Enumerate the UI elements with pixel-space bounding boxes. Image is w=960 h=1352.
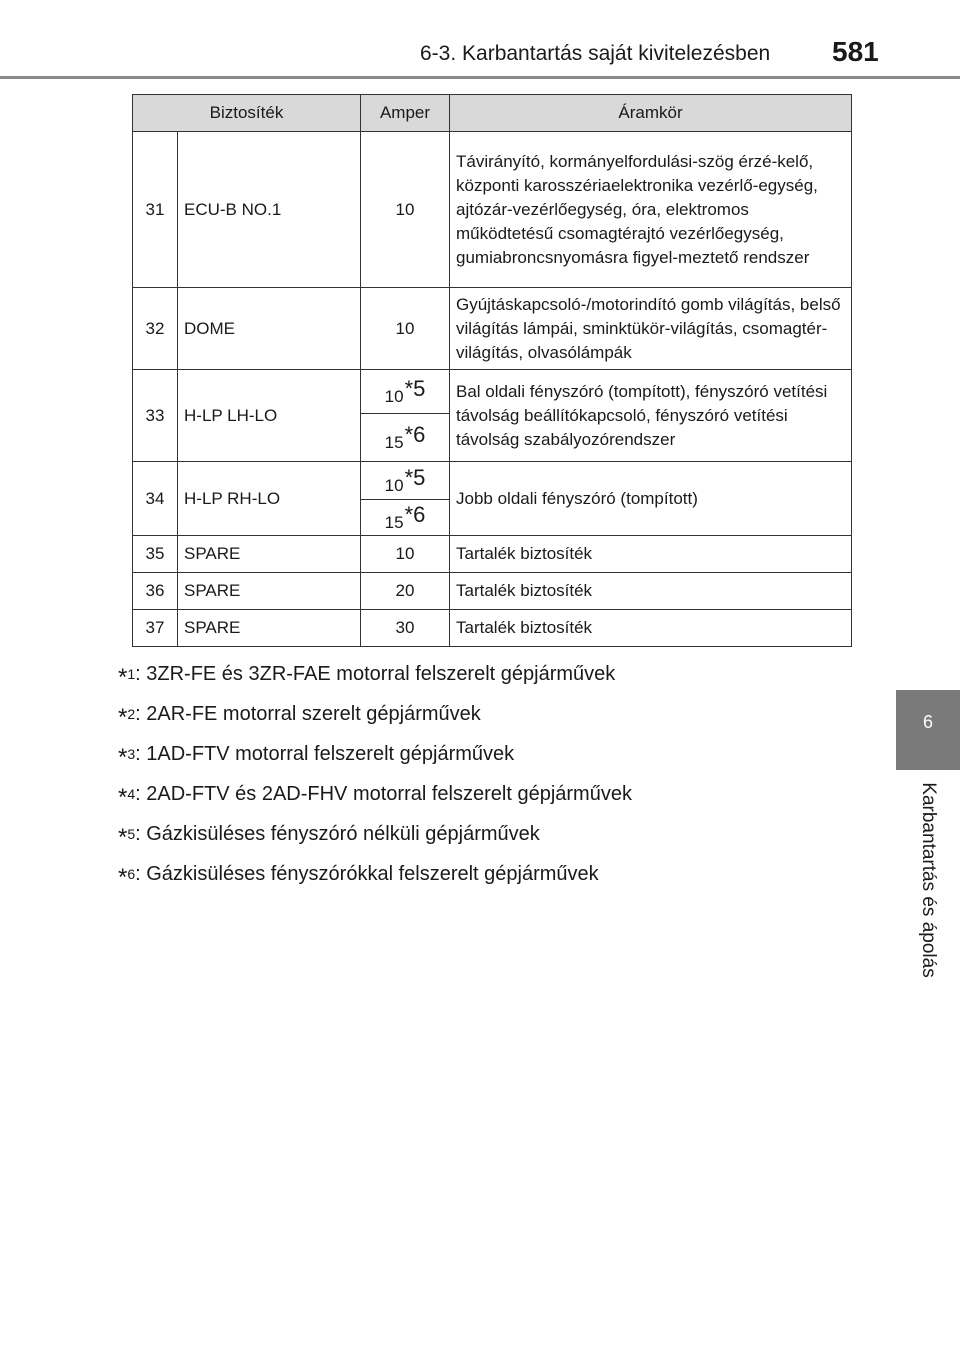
header-circuit: Áramkör [450,95,852,132]
footnote-text: : 3ZR-FE és 3ZR-FAE motorral felszerelt gépjárművek [135,663,616,685]
footnote-text: : 2AR-FE motorral szerelt gépjárművek [135,703,481,725]
fuse-table [132,94,852,647]
footnote [118,656,632,696]
chapter-number: 6 [922,712,933,732]
fuse-name: H-LP RH-LO [178,462,361,536]
footnote [118,776,632,816]
fuse-number: 36 [133,573,178,610]
fuse-amp [361,414,450,462]
amp-value: 15 [384,433,404,452]
fuse-circuit: Gyújtáskapcsoló-/motorindító gomb világítás, belső világítás lámpái, sminktükör-világítás, csomagtér-világítás, olvasólámpák [450,288,852,370]
footnote-text: : Gázkisüléses fényszóró nélküli gépjárművek [135,823,540,845]
fuse-amp [361,370,450,414]
fuse-name: H-LP LH-LO [178,370,361,462]
footnote-text: : Gázkisüléses fényszórókkal felszerelt gépjárművek [135,863,599,885]
fuse-name: SPARE [178,610,361,647]
footnote-marker: *$^4$ [118,784,136,811]
amp-value: 15 [384,513,404,532]
table-row [133,610,852,647]
fuse-circuit: Tartalék biztosíték [450,536,852,573]
amp-value: 10 [384,476,404,495]
footnote-marker: *$^5$ [118,824,136,851]
footnote-marker: *$^2$ [118,704,136,731]
fuse-name: ECU-B NO.1 [178,132,361,288]
footnote-ref: *5 [404,465,426,490]
fuse-number: 33 [133,370,178,462]
fuse-amp: 30 [361,610,450,647]
fuse-number: 37 [133,610,178,647]
fuse-number: 34 [133,462,178,536]
footnote-marker: *$^3$ [118,744,136,771]
table-row [133,462,852,500]
fuse-name: SPARE [178,573,361,610]
section-title: 6-3. Karbantartás saját kivitelezésben [420,42,771,65]
footnote-marker: *$^1$ [118,664,136,691]
table-row [133,132,852,288]
amp-value: 10 [384,387,404,406]
fuse-amp [361,500,450,536]
footnote-text: : 1AD-FTV motorral felszerelt gépjárművek [135,743,515,765]
chapter-title: Karbantartás és ápolás [918,782,939,978]
footnote [118,736,632,776]
chapter-tab [896,690,960,770]
fuse-amp: 10 [361,288,450,370]
footnote [118,696,632,736]
fuse-circuit: Távirányító, kormányelfordulási-szög érzé-kelő, központi karosszériaelektronika vezérlő-egység, ajtózár-vezérlőegység, óra, elektromos működtetésű csomagtérajtó vezérlőegység, gumiabroncsnyomásra figyel-meztető rendszer [450,132,852,288]
footnote-ref: *5 [404,376,426,401]
footnote-ref: *6 [404,422,426,447]
footnote [118,856,632,896]
page-number: 581 [832,36,879,67]
fuse-amp: 10 [361,536,450,573]
fuse-name: SPARE [178,536,361,573]
fuse-number: 32 [133,288,178,370]
header-amper: Amper [361,95,450,132]
footnote-text: : 2AD-FTV és 2AD-FHV motorral felszerelt gépjárművek [135,783,632,805]
table-row [133,573,852,610]
fuse-amp: 10 [361,132,450,288]
fuse-name: DOME [178,288,361,370]
header-fuse: Biztosíték [133,95,361,132]
fuse-circuit: Bal oldali fényszóró (tompított), fényszóró vetítési távolság beállítókapcsoló, fényszóró vetítési távolság szabályozórendszer [450,370,852,462]
table-row [133,288,852,370]
footnote-ref: *6 [404,502,426,527]
fuse-circuit: Tartalék biztosíték [450,610,852,647]
fuse-circuit: Tartalék biztosíték [450,573,852,610]
fuse-amp [361,462,450,500]
footnote-marker: *$^6$ [118,864,136,891]
fuse-number: 31 [133,132,178,288]
fuse-number: 35 [133,536,178,573]
table-row [133,370,852,414]
footnotes [118,656,632,896]
table-row [133,536,852,573]
fuse-amp: 20 [361,573,450,610]
header-divider [0,76,960,79]
footnote [118,816,632,856]
table-header-row [133,95,852,132]
fuse-circuit: Jobb oldali fényszóró (tompított) [450,462,852,536]
